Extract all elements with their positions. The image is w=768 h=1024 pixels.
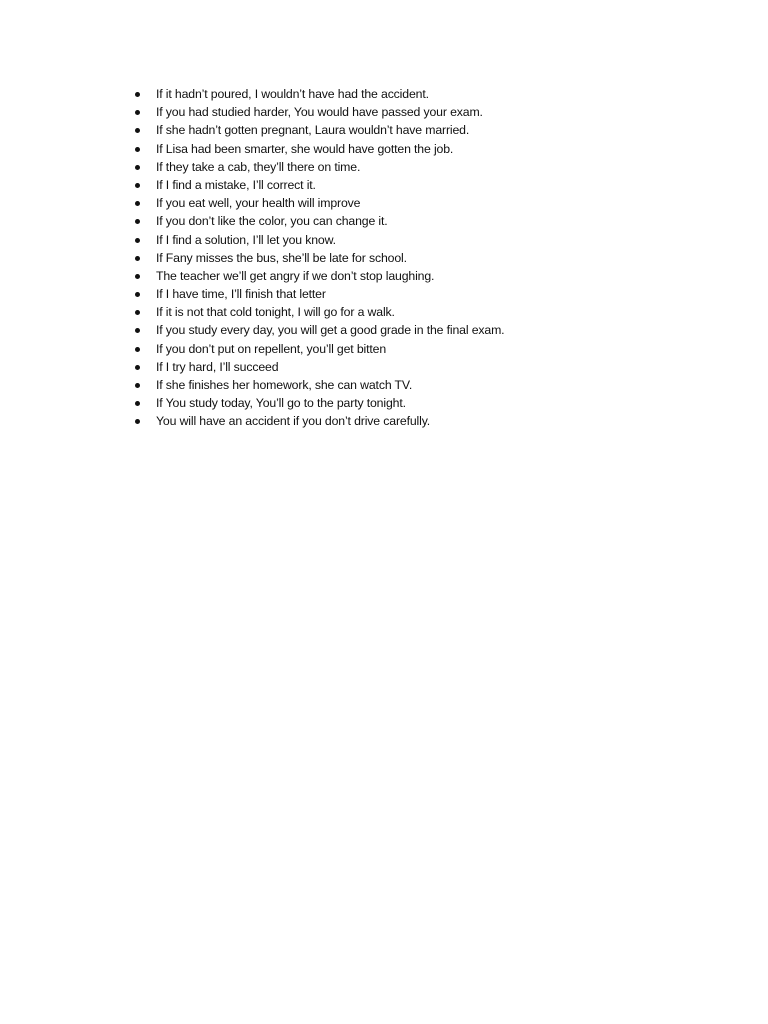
list-item-text: If I try hard, I’ll succeed	[156, 359, 279, 374]
list-item	[128, 158, 688, 176]
bullet-icon	[135, 401, 140, 406]
list-item-text: If I find a mistake, I’ll correct it.	[156, 177, 316, 192]
bullet-icon	[135, 383, 140, 388]
bullet-icon	[135, 347, 140, 352]
list-item-text: If I find a solution, I’ll let you know.	[156, 232, 336, 247]
list-item	[128, 194, 688, 212]
list-item-text: If you had studied harder, You would have passed your exam.	[156, 105, 483, 120]
bullet-icon	[135, 219, 140, 224]
sentence-list	[128, 85, 688, 431]
list-item-text: If they take a cab, they’ll there on time.	[156, 159, 361, 174]
bullet-icon	[135, 238, 140, 243]
list-item	[128, 267, 688, 285]
list-item	[128, 231, 688, 249]
list-item-text: If you study every day, you will get a good grade in the final exam.	[156, 323, 505, 338]
bullet-icon	[135, 92, 140, 97]
list-item-text: If it is not that cold tonight, I will go for a walk.	[156, 305, 395, 320]
bullet-icon	[135, 183, 140, 188]
bullet-icon	[135, 256, 140, 261]
bullet-icon	[135, 110, 140, 115]
list-item-text: If she finishes her homework, she can watch TV.	[156, 378, 413, 392]
list-item	[128, 121, 688, 139]
list-item-text: If it hadn’t poured, I wouldn’t have had the accident.	[156, 87, 429, 101]
list-item	[128, 249, 688, 267]
list-item-text: If You study today, You’ll go to the party tonight.	[156, 396, 406, 411]
list-item	[128, 303, 688, 321]
list-item	[128, 340, 688, 358]
list-item	[128, 394, 688, 412]
list-item	[128, 176, 688, 194]
list-item	[128, 412, 688, 430]
list-item-text: If you don’t put on repellent, you’ll get bitten	[156, 341, 387, 356]
list-item-text: If you don’t like the color, you can change it.	[156, 214, 388, 229]
list-item	[128, 212, 688, 230]
bullet-icon	[135, 147, 140, 152]
list-item-text: If Lisa had been smarter, she would have gotten the job.	[156, 141, 454, 156]
list-item-text: If I have time, I’ll finish that letter	[156, 287, 326, 302]
bullet-icon	[135, 274, 140, 279]
list-item	[128, 285, 688, 303]
list-item	[128, 321, 688, 339]
bullet-icon	[135, 365, 140, 370]
list-item-text: If Fany misses the bus, she’ll be late for school.	[156, 250, 407, 265]
bullet-icon	[135, 201, 140, 206]
list-item	[128, 376, 688, 394]
bullet-icon	[135, 165, 140, 170]
list-item-text: You will have an accident if you don’t drive carefully.	[156, 414, 431, 429]
list-item	[128, 140, 688, 158]
list-item	[128, 358, 688, 376]
bullet-icon	[135, 292, 140, 297]
bullet-icon	[135, 128, 140, 133]
bullet-icon	[135, 328, 140, 333]
bullet-icon	[135, 419, 140, 424]
list-item	[128, 85, 688, 103]
list-item-text: If you eat well, your health will improve	[156, 196, 361, 211]
list-item-text: If she hadn’t gotten pregnant, Laura wouldn’t have married.	[156, 123, 470, 138]
list-item	[128, 103, 688, 121]
bullet-icon	[135, 310, 140, 315]
list-item-text: The teacher we’ll get angry if we don’t stop laughing.	[156, 268, 435, 283]
